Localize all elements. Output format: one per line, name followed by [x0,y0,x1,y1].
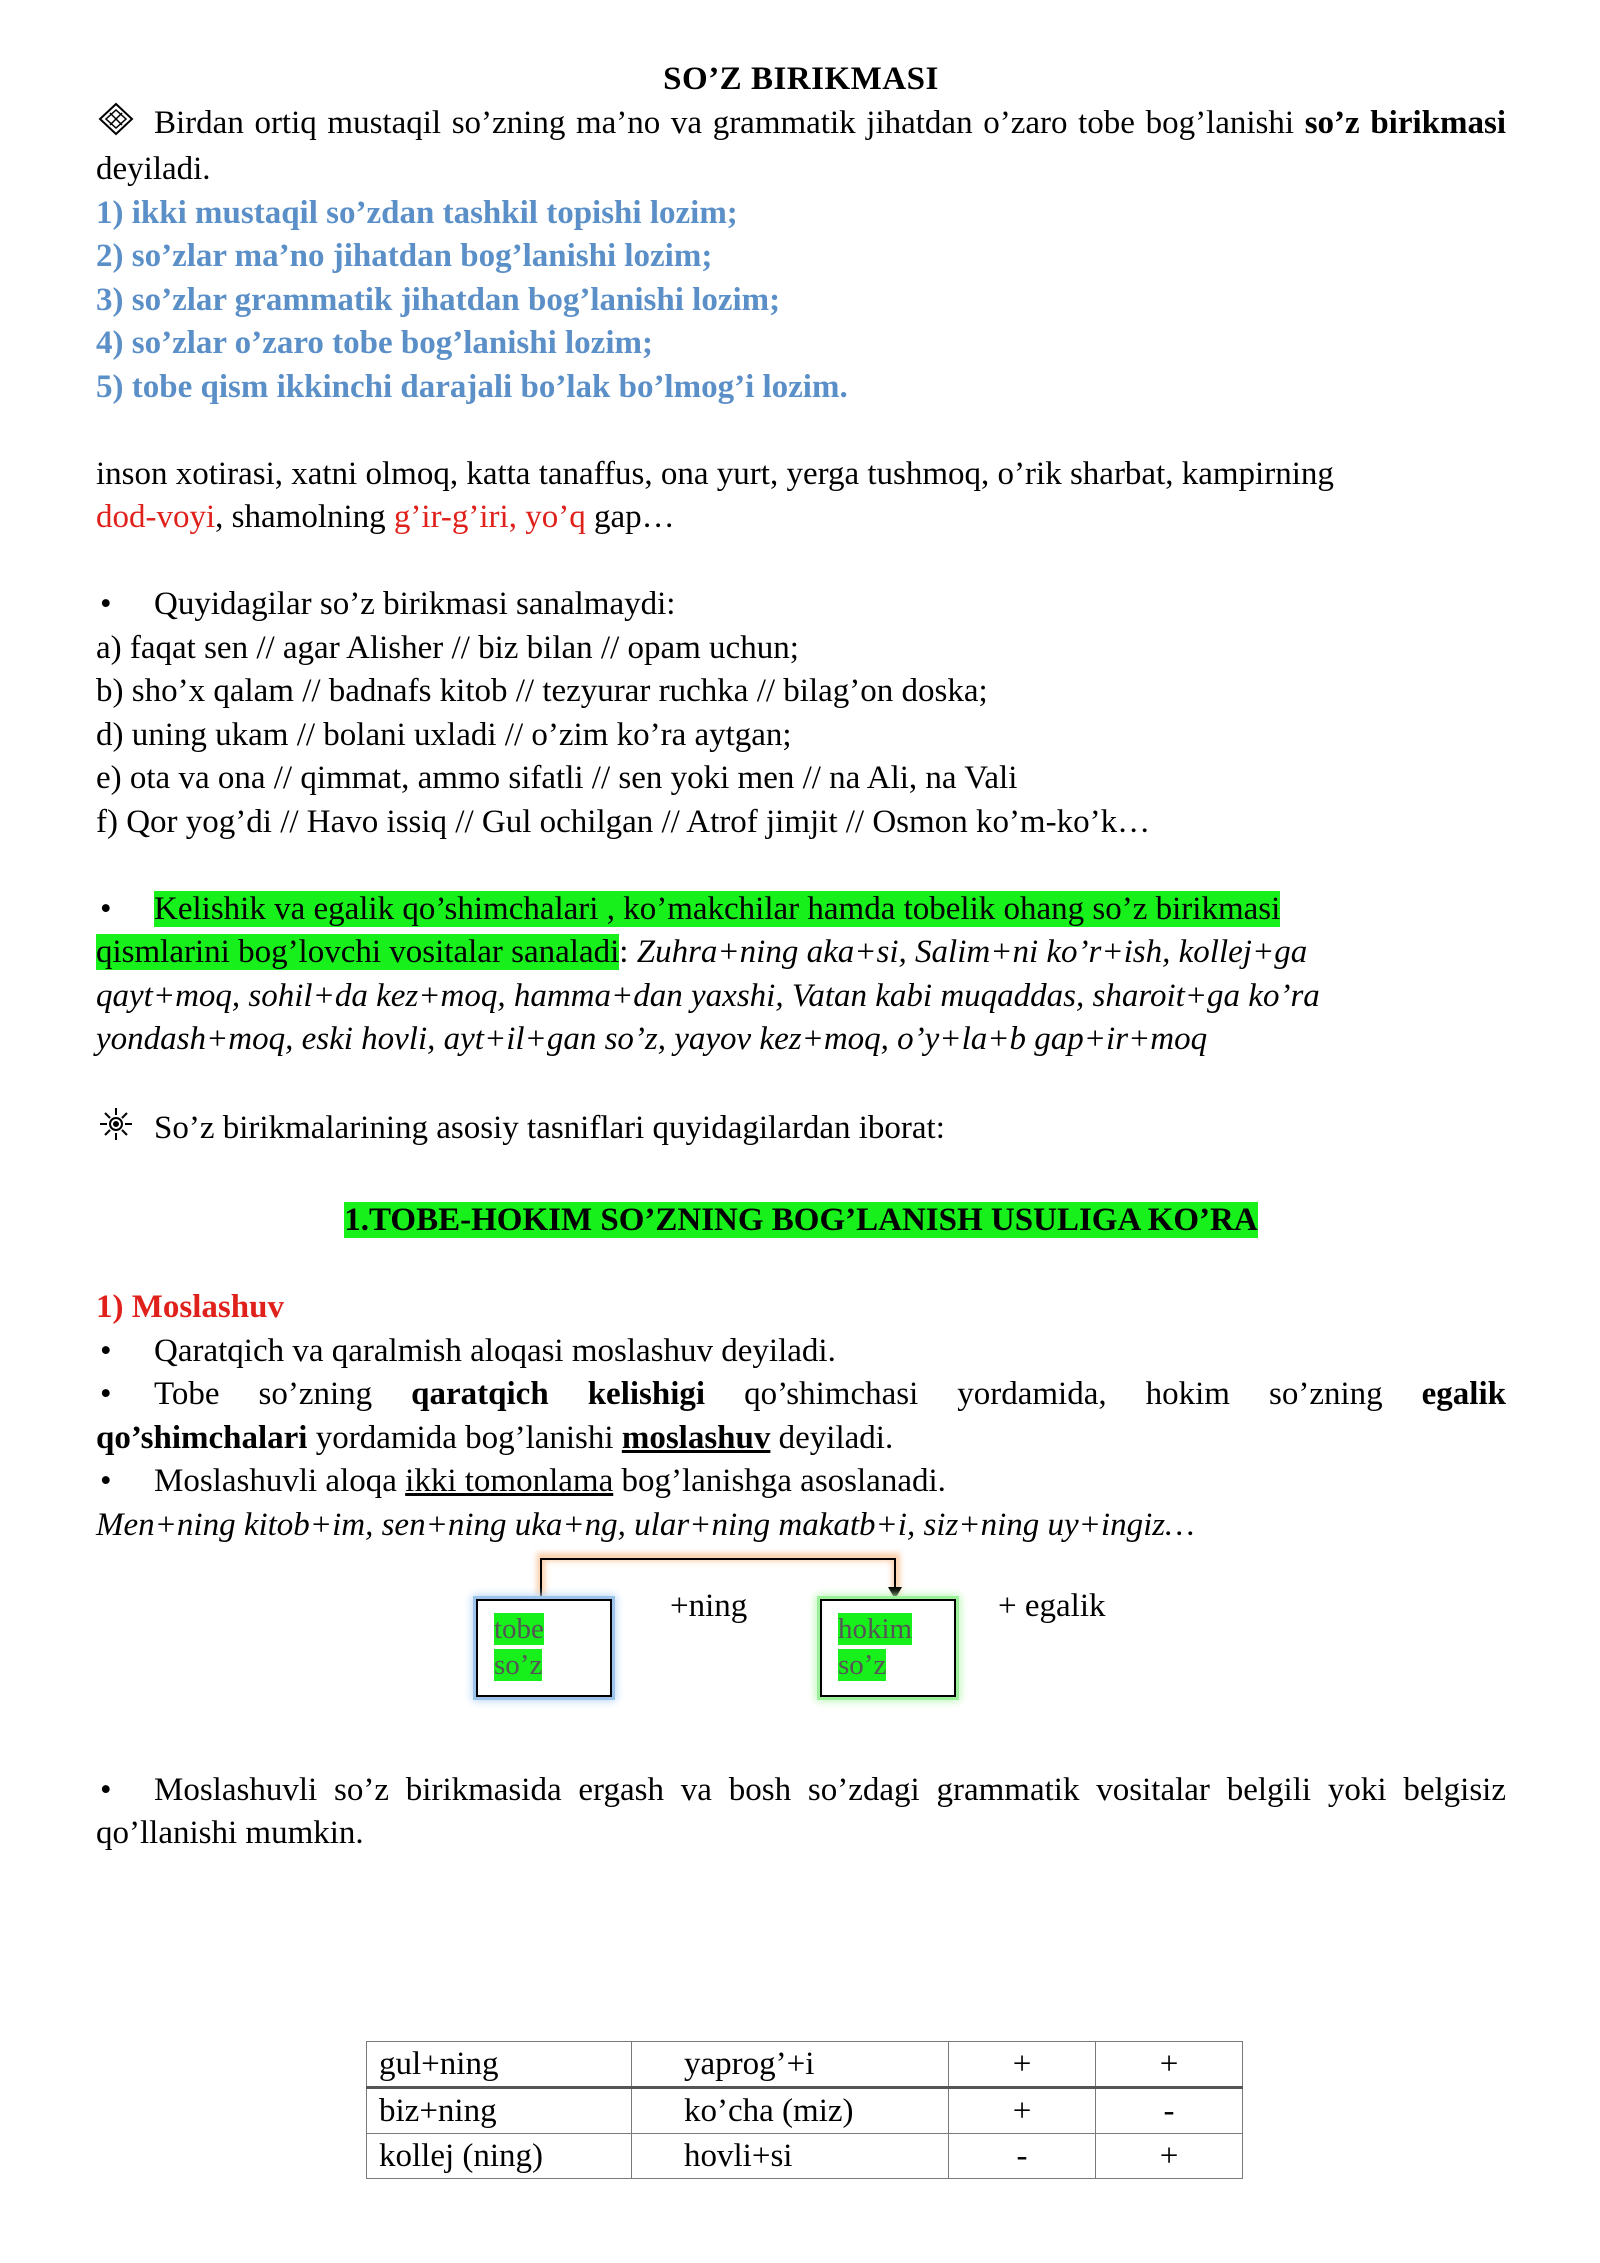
definition-term-1: so’z [1304,104,1360,141]
bullet2-t2: qo’shimchasi yordamida, hokim so’zning [705,1376,1422,1413]
bullet2-b2: egalik [1421,1376,1506,1413]
hokim-box-line-2: so’z [838,1649,887,1682]
definition-text-1: Birdan ortiq mustaqil so’zning ma’no va grammatik jihatdan o’zaro tobe bog’lanishi [154,104,1305,141]
means-colon: : [619,934,637,971]
hokim-box-line-1: hokim [838,1613,913,1646]
section-heading [96,1199,1506,1243]
examples-red-1: dod-voyi [96,499,216,536]
table-cell: + [949,2088,1096,2134]
condition-5: 5) tobe qism ikkinchi darajali bo’lak bo’lmog’i lozim. [96,368,848,405]
moslashuv-bullet-2-line-2 [96,1417,1506,1461]
table-cell: hovli+si [632,2134,949,2179]
examples-line-2 [96,496,1506,540]
table-cell: ko’cha (miz) [632,2088,949,2134]
table-row [367,2134,1243,2179]
not-phrase-item-b: b) sho’x qalam // badnafs kitob // tezyurar ruchka // bilag’on doska; [96,673,988,710]
bullet2-t1: Tobe so’zning [154,1376,412,1413]
hokim-box [820,1599,956,1697]
bullet-dot-icon: • [100,1771,112,1808]
means-example-3: yondash+moq, eski hovli, ayt+il+gan so’z, yayov kez+moq, o’y+la+b gap+ir+moq [96,1021,1208,1058]
bullet2-bu: moslashuv [621,1419,771,1456]
egalik-label: + egalik [998,1588,1106,1625]
moslashuv-bullet-3 [96,1460,1506,1504]
definition-term-2: birikmasi [1370,104,1507,141]
marker-table [366,2041,1243,2179]
not-phrases-intro-text: Quyidagilar so’z birikmasi sanalmaydi: [154,586,676,623]
not-phrase-item-a: a) faqat sen // agar Alisher // biz bilan // opam uchun; [96,629,799,666]
examples-line-1: inson xotirasi, xatni olmoq, katta tanaffus, ona yurt, yerga tushmoq, o’rik sharbat, kampirning [96,455,1334,492]
table-cell: + [949,2042,1096,2088]
moslashuv-bullet-1 [96,1330,1506,1374]
table-cell: yaprog’+i [632,2042,949,2088]
moslashuv-bullet-2-line-1 [96,1373,1506,1417]
bullet2-b1: qaratqich kelishigi [411,1376,706,1413]
condition-1: 1) ikki mustaqil so’zdan tashkil topishi lozim; [96,194,738,231]
bullet-dot-icon: • [100,1463,112,1500]
condition-3: 3) so’zlar grammatik jihatdan bog’lanishi lozim; [96,281,781,318]
agreement-diagram [96,1547,1506,1725]
diamond-cross-icon [96,102,154,149]
table-cell: gul+ning [367,2042,632,2088]
moslashuv-bullet-1-text: Qaratqich va qaralmish aloqasi moslashuv deyiladi. [154,1332,836,1369]
bullet2-t4: deyiladi. [770,1419,894,1456]
table-cell: - [949,2134,1096,2179]
moslashuv-bullet-4-text: Moslashuvli so’z birikmasida ergash va bosh so’zdagi grammatik vositalar belgili yoki belgisiz qo’llanishi mumkin. [96,1771,1506,1852]
ning-label: +ning [670,1588,748,1625]
means-highlight-2: qismlarini bog’lovchi vositalar sanaladi [96,934,620,971]
diagram-connector [96,1547,1506,1725]
means-example-1: Zuhra+ning aka+si, Salim+ni ko’r+ish, kollej+ga [636,934,1308,971]
table-cell: + [1096,2134,1243,2179]
definition-paragraph [96,102,1506,192]
bullet3-u1: ikki tomonlama [405,1463,614,1500]
bullet3-t1: Moslashuvli aloqa [154,1463,406,1500]
table-cell: kollej (ning) [367,2134,632,2179]
condition-2: 2) so’zlar ma’no jihatdan bog’lanishi lozim; [96,238,713,275]
tobe-box-line-2: so’z [494,1649,543,1682]
moslashuv-bullet-4 [96,1769,1506,1856]
means-line-2 [96,931,1506,975]
means-line-1 [96,888,1506,932]
condition-4: 4) so’zlar o’zaro tobe bog’lanishi lozim; [96,325,653,362]
means-example-2: qayt+moq, sohil+da kez+moq, hamma+dan yaxshi, Vatan kabi muqaddas, sharoit+ga ko’ra [96,977,1320,1014]
table-cell: - [1096,2088,1243,2134]
table-cell: + [1096,2042,1243,2088]
bullet-dot-icon: • [100,890,112,927]
table-row [367,2042,1243,2088]
examples-red-2: g’ir-g’iri, yo’q [393,499,586,536]
table-cell: biz+ning [367,2088,632,2134]
not-phrases-intro [96,583,1506,627]
not-phrase-item-e: e) ota va ona // qimmat, ammo sifatli // sen yoki men // na Ali, na Vali [96,760,1018,797]
document-page [96,58,1506,1856]
section-heading-text: 1.TOBE-HOKIM SO’ZNING BOG’LANISH USULIGA KO’RA [344,1202,1258,1239]
means-highlight-1: Kelishik va egalik qo’shimchalari , ko’makchilar hamda tobelik ohang so’z birikmasi [154,890,1281,927]
bullet-dot-icon: • [100,1332,112,1369]
moslashuv-examples: Men+ning kitob+im, sen+ning uka+ng, ular+ning makatb+i, siz+ning uy+ingiz… [96,1506,1195,1543]
table-row [367,2088,1243,2134]
not-phrase-item-f: f) Qor yog’di // Havo issiq // Gul ochilgan // Atrof jimjit // Osmon ko’m-ko’k… [96,803,1151,840]
bullet-dot-icon: • [100,586,112,623]
bullet3-t2: bog’lanishga asoslanadi. [613,1463,946,1500]
bullet2-b3: qo’shimchalari [96,1419,308,1456]
classification-intro [96,1105,1506,1156]
page-title: SO’Z BIRIKMASI [663,61,939,97]
tobe-box [476,1599,612,1697]
gear-flower-icon [96,1105,154,1156]
definition-text-2: deyiladi. [96,151,211,188]
examples-mid: , shamolning [215,499,394,536]
examples-end: gap… [585,499,675,536]
bullet2-t3: yordamida bog’lanishi [307,1419,622,1456]
tobe-box-line-1: tobe [494,1613,544,1646]
bullet-dot-icon: • [100,1376,112,1413]
classification-intro-text: So’z birikmalarining asosiy tasniflari quyidagilardan iborat: [154,1110,945,1146]
not-phrase-item-d: d) uning ukam // bolani uxladi // o’zim ko’ra aytgan; [96,716,792,753]
subsection-heading: 1) Moslashuv [96,1289,284,1326]
